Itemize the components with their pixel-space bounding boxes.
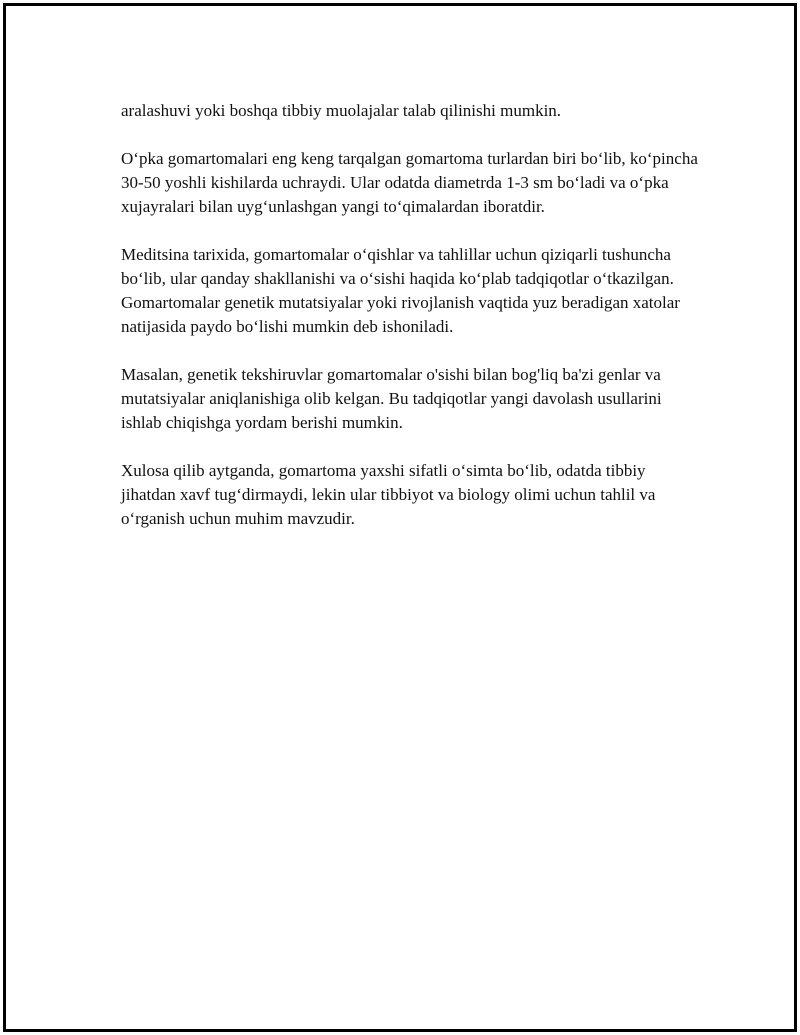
paragraph-conclusion: Xulosa qilib aytganda, gomartoma yaxshi sifatli o‘simta bo‘lib, odatda tibbiy jihatdan xavf tug‘dirmaydi, lekin ular tibbiyot va biology olimi uchun tahlil va o‘rganish uchun muhim mavzudir. xyxy=(121,461,656,528)
page-border xyxy=(3,3,797,1032)
document-body xyxy=(121,99,701,555)
paragraph-lung-hamartoma: O‘pka gomartomalari eng keng tarqalgan gomartoma turlardan biri bo‘lib, ko‘pincha 30-50 yoshli kishilarda uchraydi. Ular odatda diametrda 1-3 sm bo‘ladi va o‘pka xujayralari bilan uyg‘unlashgan yangi to‘qimalardan iboratdir. xyxy=(121,149,698,216)
paragraph-medical-history: Meditsina tarixida, gomartomalar o‘qishlar va tahlillar uchun qiziqarli tushuncha bo‘lib, ular qanday shakllanishi va o‘sishi haqida ko‘plab tadqiqotlar o‘tkazilgan. Gomartomalar genetik mutatsiyalar yoki rivojlanish vaqtida yuz beradigan xatolar natijasida paydo bo‘lishi mumkin deb ishoniladi. xyxy=(121,245,680,336)
paragraph-genetic-research: Masalan, genetik tekshiruvlar gomartomalar o'sishi bilan bog'liq ba'zi genlar va mutatsiyalar aniqlanishiga olib kelgan. Bu tadqiqotlar yangi davolash usullarini ishlab chiqishga yordam berishi mumkin. xyxy=(121,365,662,432)
paragraph-continuation: aralashuvi yoki boshqa tibbiy muolajalar talab qilinishi mumkin. xyxy=(121,101,562,120)
